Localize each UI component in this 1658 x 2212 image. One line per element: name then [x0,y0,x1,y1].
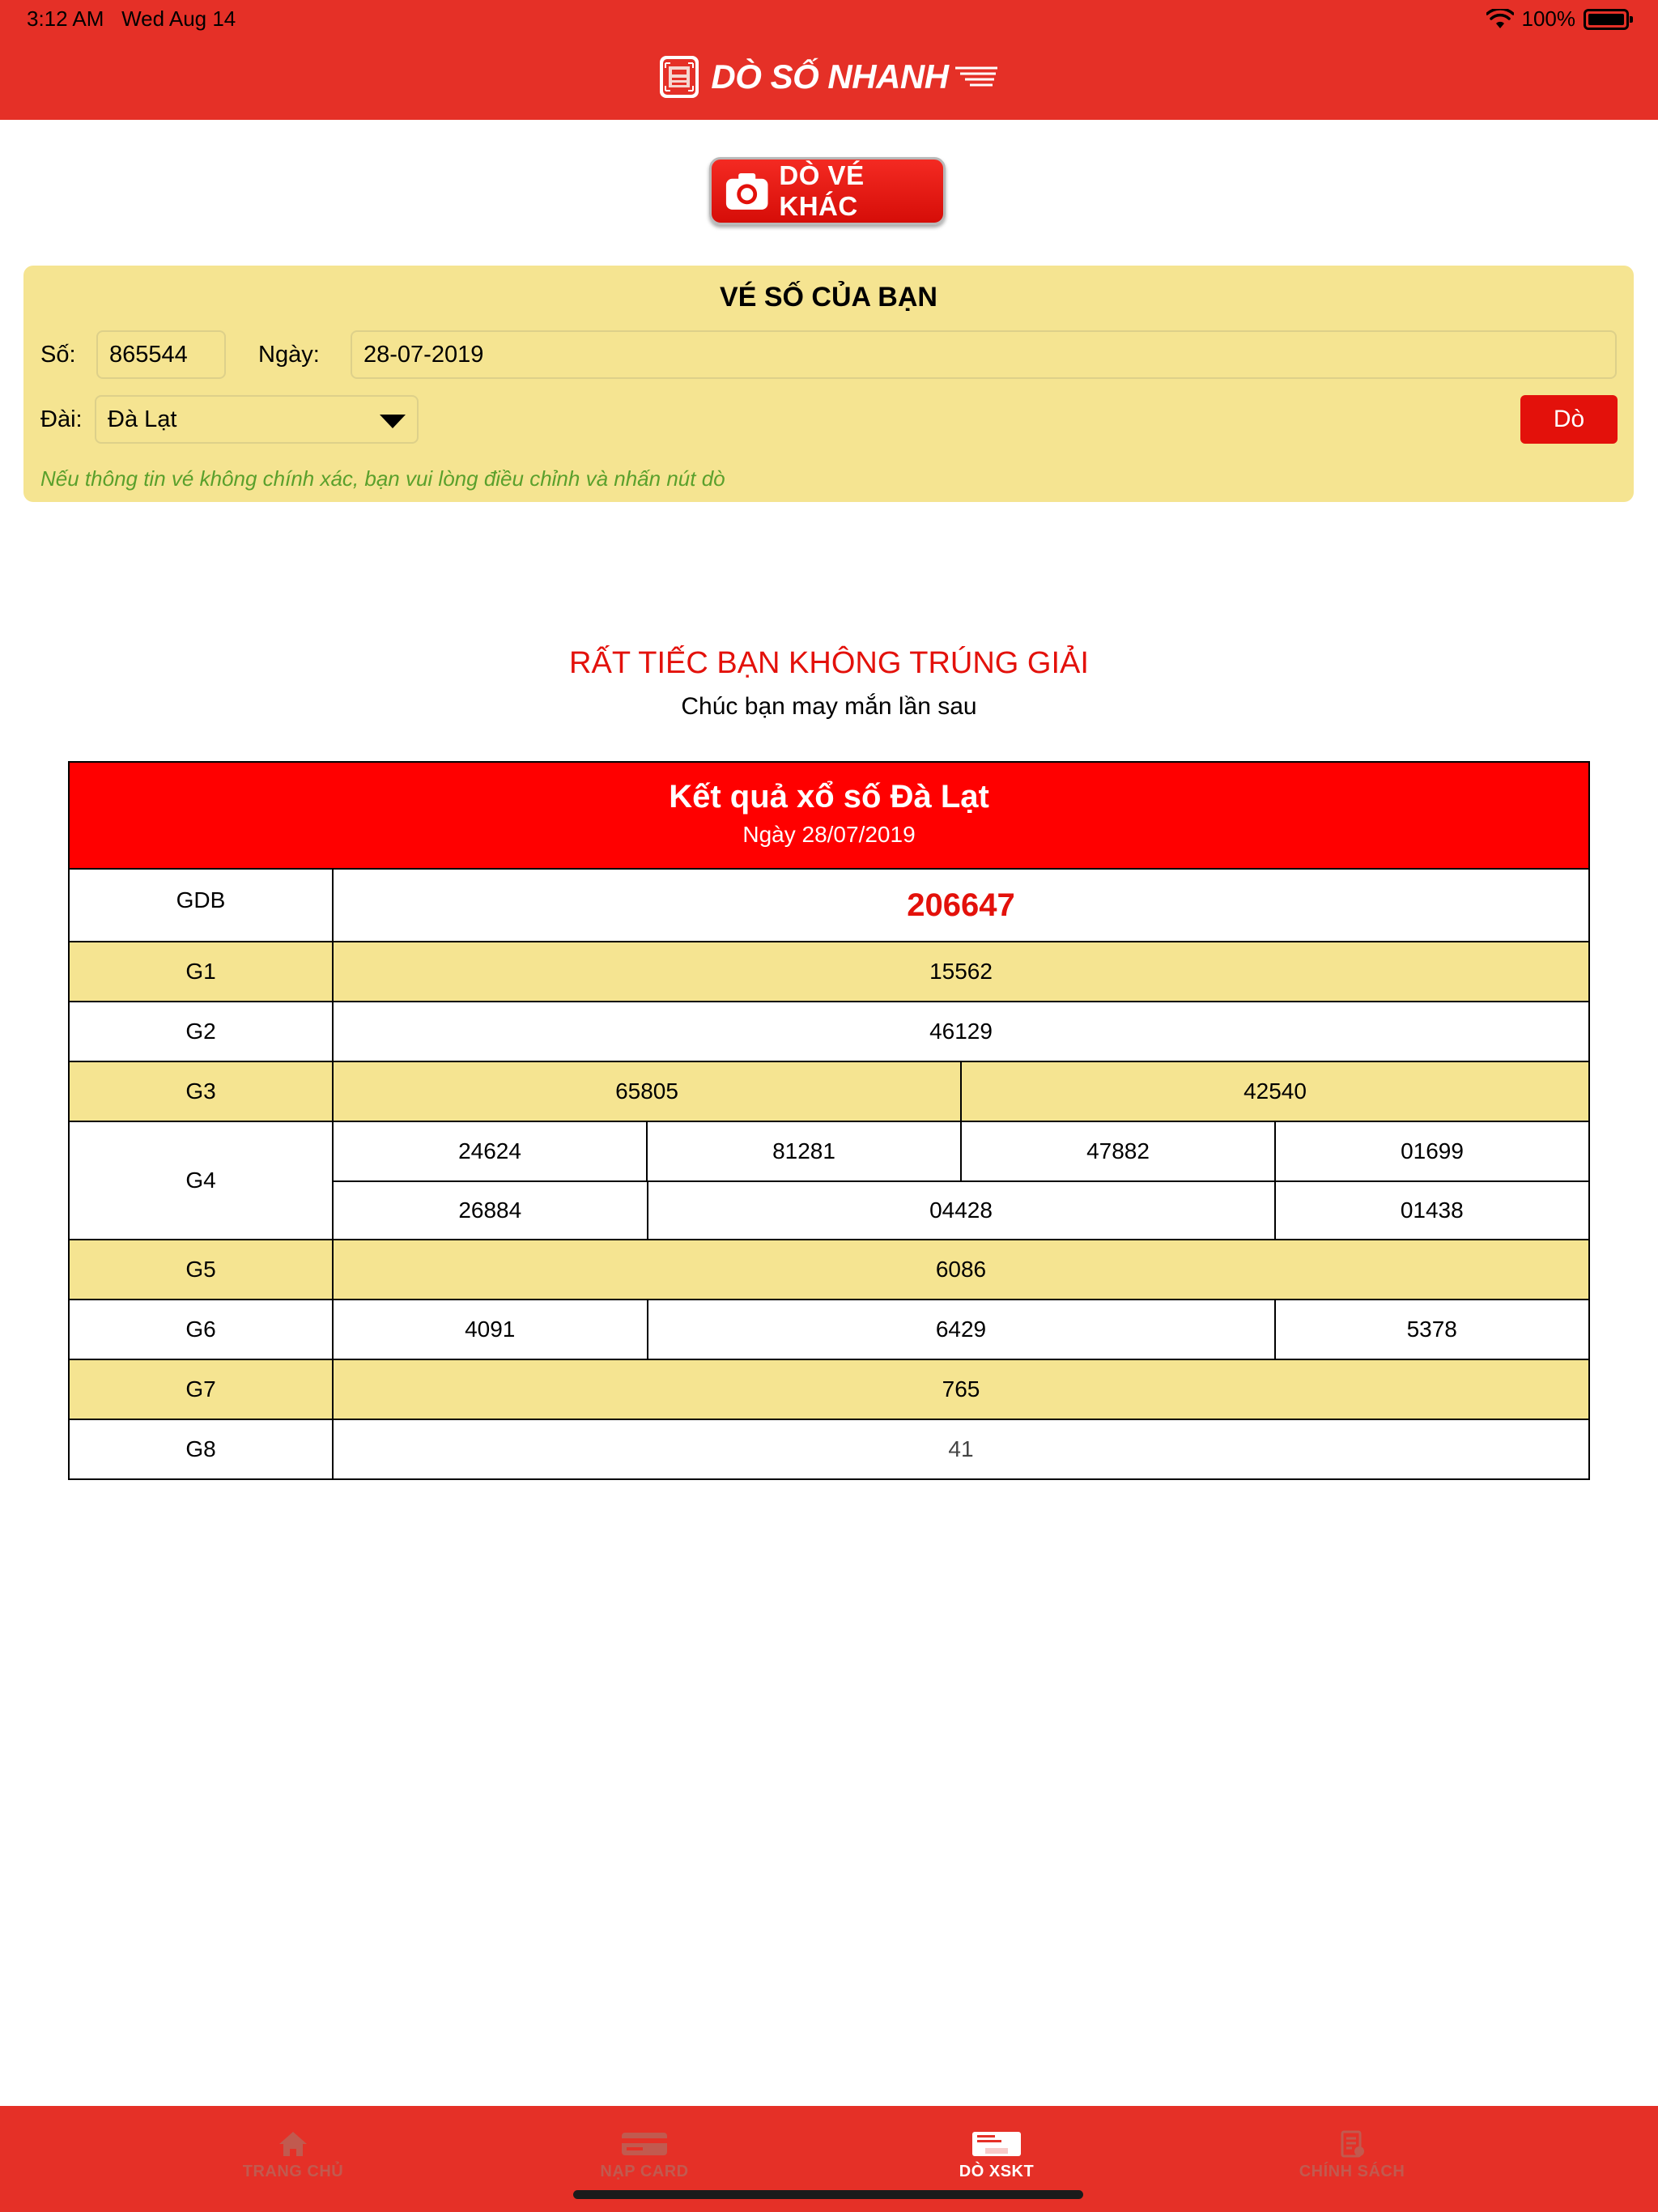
prize-label: G1 [70,942,334,1001]
status-date-text: Wed Aug 14 [121,6,236,31]
prize-number: 47882 [960,1122,1274,1180]
prize-row-g7 [70,1359,1588,1419]
chevron-down-icon [380,415,406,428]
prize-number: 81281 [646,1122,960,1180]
camera-icon [725,170,769,212]
prize-number: 42540 [960,1062,1588,1121]
prize-row-gdb [70,868,1588,941]
prize-number: 765 [942,1376,980,1402]
prize-row-g5 [70,1239,1588,1299]
tab-home-label: TRANG CHỦ [242,2163,344,2180]
prize-number: 4091 [465,1317,516,1342]
prize-label: G2 [70,1002,334,1061]
status-time-text: 3:12 AM [27,6,104,31]
prize-row-g2 [70,1001,1588,1061]
status-bar-right [1486,6,1630,32]
speed-lines-icon [954,63,999,91]
battery-icon [1584,9,1629,30]
station-label: Đài: [40,406,83,432]
prize-number: 65805 [615,1078,678,1104]
tab-top-up-card-label: NẠP CARD [600,2163,689,2180]
prize-label: G5 [70,1240,334,1299]
brand [0,52,1658,102]
results-table-title: Kết quả xổ số Đà Lạt [669,779,989,815]
tab-policy[interactable] [1231,2130,1473,2181]
result-subtitle: Chúc bạn may mắn lần sau [681,693,977,720]
tab-check-lottery[interactable] [875,2130,1118,2181]
prize-number: 26884 [458,1197,522,1223]
ticket-number-input[interactable]: 865544 [96,330,226,379]
prize-row-g1 [70,941,1588,1001]
prize-row-g8 [70,1419,1588,1478]
results-table-date: Ngày 28/07/2019 [742,822,916,847]
card-icon [620,2130,669,2158]
scanner-logo-icon [659,55,699,99]
battery-percent: 100% [1521,6,1575,31]
ticket-date-input[interactable]: 28-07-2019 [351,330,1617,379]
prize-row-g3 [70,1061,1588,1121]
prize-label: G7 [70,1360,334,1419]
prize-number: 24624 [458,1138,521,1163]
result-message: RẤT TIẾC BẠN KHÔNG TRÚNG GIẢI [569,646,1089,680]
hint-text: Nếu thông tin vé không chính xác, bạn vui lòng điều chỉnh và nhấn nút dò [40,466,725,491]
policy-icon [1336,2130,1368,2158]
prize-label: G6 [70,1300,334,1359]
station-select-value: Đà Lạt [108,406,177,432]
prize-label: G4 [70,1122,334,1239]
special-prize-number: 206647 [907,887,1015,923]
prize-number: 46129 [929,1019,993,1044]
station-select[interactable] [95,395,419,444]
tab-home[interactable] [172,2130,414,2181]
prize-number: 15562 [929,959,993,984]
prize-row-g6 [70,1299,1588,1359]
prize-number: 41 [948,1436,974,1461]
home-icon [277,2130,309,2158]
results-table-header [70,763,1588,868]
tab-policy-label: CHÍNH SÁCH [1299,2163,1405,2180]
tab-check-lottery-label: DÒ XSKT [959,2163,1035,2180]
top-header [0,0,1658,120]
number-label: Số: [40,342,76,368]
prize-label: GDB [70,870,334,941]
prize-number: 6429 [647,1300,1274,1359]
scan-other-ticket-button[interactable] [709,157,946,225]
prize-number: 04428 [647,1182,1274,1239]
ticket-title: VÉ SỐ CỦA BẠN [720,282,937,313]
prize-label: G8 [70,1420,334,1478]
tab-top-up-card[interactable] [523,2130,766,2181]
prize-number: 6086 [935,1257,987,1282]
ticket-card [23,266,1634,502]
scan-other-ticket-label: DÒ VÉ KHÁC [779,160,865,221]
prize-label: G3 [70,1062,334,1121]
status-bar-time [27,6,236,32]
check-button[interactable]: Dò [1520,395,1618,444]
prize-number: 5378 [1274,1300,1589,1359]
date-label: Ngày: [258,342,320,368]
prize-row-g4 [70,1121,1588,1239]
brand-title: DÒ SỐ NHANH [711,57,949,96]
prize-number: 01438 [1274,1182,1589,1239]
results-table [68,761,1590,1480]
prize-number: 01699 [1274,1122,1588,1180]
wifi-icon [1486,9,1514,30]
home-indicator[interactable] [573,2190,1083,2199]
ticket-icon [971,2130,1022,2158]
